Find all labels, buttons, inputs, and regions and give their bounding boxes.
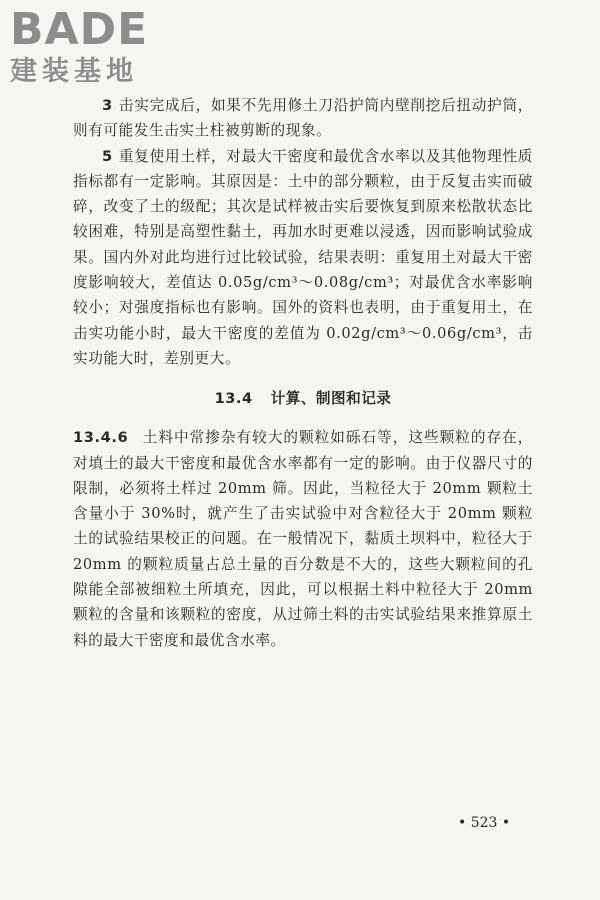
logo-subtitle: 建装基地 <box>10 56 138 87</box>
site-logo <box>10 6 190 88</box>
paragraph-3 <box>73 93 533 144</box>
paragraph-number: 5 <box>102 147 113 165</box>
section-title: 计算、制图和记录 <box>270 390 392 408</box>
paragraph-5 <box>73 144 533 372</box>
page-content <box>73 93 533 653</box>
section-heading <box>73 388 533 410</box>
clause-13-4-6 <box>73 425 533 653</box>
logo-wordmark: BADE <box>10 4 149 55</box>
clause-number: 13.4.6 <box>73 429 129 447</box>
section-number: 13.4 <box>214 390 253 408</box>
clause-text: 土料中常掺杂有较大的颗粒如砾石等，这些颗粒的存在，对填土的最大干密度和最优含水率都有一定的影响。由于仪器尺寸的限制，必须将土样过 20mm 筛。因此，当粒径大于 20mm 颗粒土含量小于 30%时，就产生了击实试验中对含粒径大于 20mm 颗粒土的试验结果校正的问题。在一般情况下，黏质土坝料中，粒径大于 20mm 的颗粒质量占总土量的百分数是不大的，这些大颗粒间的孔隙能全部被细粒土所填充，因此，可以根据土料中粒径大于 20mm 颗粒的含量和该颗粒的密度，从过筛土料的击实试验结果来推算原土料的最大干密度和最优含水率。 <box>73 429 533 649</box>
page-number: • 523 • <box>458 815 511 831</box>
paragraph-text: 重复使用土样，对最大干密度和最优含水率以及其他物理性质指标都有一定影响。其原因是：土中的部分颗粒，由于反复击实而破碎，改变了土的级配；其次是试样被击实后要恢复到原来松散状态比较困难，特别是高塑性黏土，再加水时更难以浸透，因而影响试验成果。国内外对此均进行过比较试验，结果表明：重复用土对最大干密度影响较大，差值达 0.05g/cm³～0.08g/cm³；对最优含水率影响较小；对强度指标也有影响。国外的资料也表明，由于重复用土，在击实功能小时，最大干密度的差值为 0.02g/cm³～0.06g/cm³，击实功能大时，差别更大。 <box>73 147 533 367</box>
paragraph-text: 击实完成后，如果不先用修土刀沿护筒内壁削挖后扭动护筒，则有可能发生击实土柱被剪断的现象。 <box>73 97 533 140</box>
paragraph-number: 3 <box>102 97 113 114</box>
